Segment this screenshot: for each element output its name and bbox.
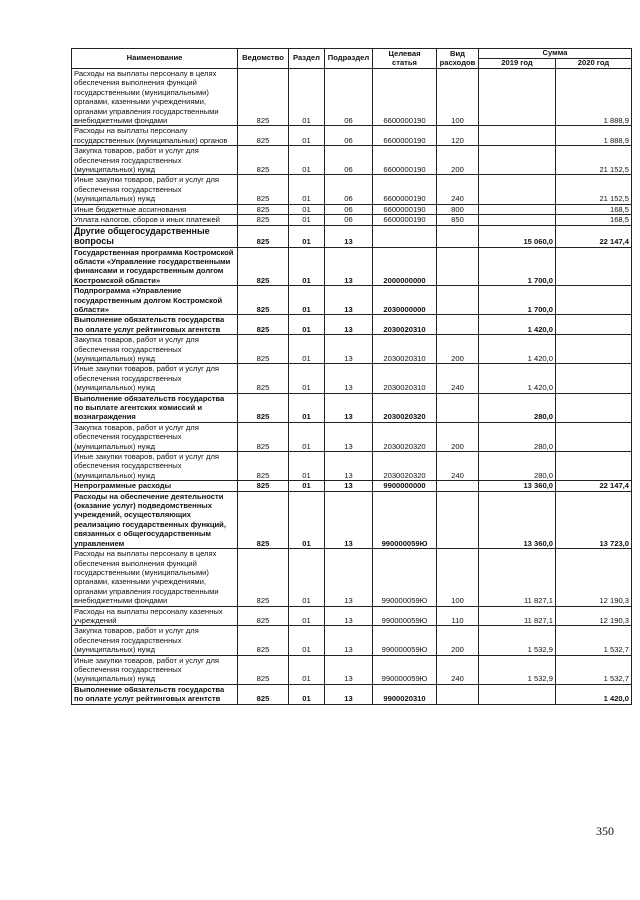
cell-amount-2020: [556, 315, 632, 335]
table-row: [72, 606, 632, 626]
cell-section: 01: [289, 126, 325, 146]
cell-name: Другие общегосударственные вопросы: [72, 225, 238, 247]
cell-subsection: 06: [325, 146, 373, 175]
cell-subsection: 13: [325, 225, 373, 247]
cell-name: Выполнение обязательств государства по оплате услуг рейтинговых агентств: [72, 684, 238, 704]
cell-section: 01: [289, 335, 325, 364]
cell-amount-2019: 1 700,0: [479, 247, 556, 286]
cell-amount-2020: 21 152,5: [556, 146, 632, 175]
cell-amount-2019: 1 420,0: [479, 315, 556, 335]
cell-name: Подпрограмма «Управление государственным долгом Костромской области»: [72, 286, 238, 315]
cell-amount-2019: 1 420,0: [479, 364, 556, 393]
table-row: [72, 146, 632, 175]
cell-amount-2020: 1 888,9: [556, 126, 632, 146]
table-row: [72, 684, 632, 704]
cell-name: Непрограммные расходы: [72, 481, 238, 491]
cell-section: 01: [289, 491, 325, 548]
table-row: [72, 655, 632, 684]
table-row: [72, 69, 632, 126]
cell-name: Расходы на выплаты персоналу казенных учреждений: [72, 606, 238, 626]
table-row: [72, 247, 632, 286]
cell-target-article: 990000059Ю: [373, 626, 437, 655]
cell-subsection: 13: [325, 549, 373, 606]
cell-section: 01: [289, 364, 325, 393]
cell-ministry: 825: [238, 175, 289, 204]
cell-target-article: 2030020310: [373, 315, 437, 335]
cell-amount-2020: [556, 393, 632, 422]
header-target-article: Целевая статья: [373, 49, 437, 69]
cell-name: Расходы на выплаты персоналу в целях обеспечения выполнения функций государственными (муниципальными) органами, казенными учреждениями, органами управления государственными внебюджетными фондами: [72, 549, 238, 606]
cell-ministry: 825: [238, 204, 289, 214]
cell-ministry: 825: [238, 126, 289, 146]
cell-name: Иные бюджетные ассигнования: [72, 204, 238, 214]
table-row: [72, 286, 632, 315]
cell-subsection: 13: [325, 481, 373, 491]
table-row: [72, 491, 632, 548]
cell-amount-2020: [556, 247, 632, 286]
cell-target-article: 2030020310: [373, 335, 437, 364]
cell-expense-type: [437, 481, 479, 491]
cell-section: 01: [289, 175, 325, 204]
cell-ministry: 825: [238, 422, 289, 451]
cell-target-article: 990000059Ю: [373, 606, 437, 626]
header-ministry: Ведомство: [238, 49, 289, 69]
cell-expense-type: [437, 247, 479, 286]
table-row: [72, 204, 632, 214]
cell-expense-type: [437, 315, 479, 335]
cell-ministry: 825: [238, 549, 289, 606]
cell-target-article: 2030000000: [373, 286, 437, 315]
cell-target-article: [373, 225, 437, 247]
cell-subsection: 13: [325, 247, 373, 286]
cell-expense-type: 240: [437, 655, 479, 684]
cell-ministry: 825: [238, 364, 289, 393]
cell-name: Закупка товаров, работ и услуг для обеспечения государственных (муниципальных) нужд: [72, 335, 238, 364]
cell-name: Государственная программа Костромской области «Управление государственными финансами и государственным долгом Костромской области»: [72, 247, 238, 286]
cell-section: 01: [289, 247, 325, 286]
cell-expense-type: [437, 286, 479, 315]
cell-subsection: 13: [325, 452, 373, 481]
header-year-2019: 2019 год: [479, 59, 556, 69]
cell-section: 01: [289, 69, 325, 126]
table-header: [72, 49, 632, 69]
cell-expense-type: 200: [437, 335, 479, 364]
cell-target-article: 990000059Ю: [373, 549, 437, 606]
cell-expense-type: [437, 225, 479, 247]
cell-amount-2019: [479, 684, 556, 704]
cell-ministry: 825: [238, 225, 289, 247]
cell-subsection: 13: [325, 315, 373, 335]
cell-subsection: 13: [325, 626, 373, 655]
cell-target-article: 2030020320: [373, 393, 437, 422]
cell-subsection: 13: [325, 335, 373, 364]
cell-expense-type: 100: [437, 549, 479, 606]
cell-section: 01: [289, 452, 325, 481]
cell-amount-2019: 13 360,0: [479, 491, 556, 548]
table-row: [72, 481, 632, 491]
cell-target-article: 2030020320: [373, 452, 437, 481]
cell-name: Закупка товаров, работ и услуг для обеспечения государственных (муниципальных) нужд: [72, 422, 238, 451]
cell-expense-type: [437, 491, 479, 548]
table-row: [72, 225, 632, 247]
cell-section: 01: [289, 655, 325, 684]
cell-amount-2019: [479, 126, 556, 146]
cell-amount-2019: 1 532,9: [479, 655, 556, 684]
cell-section: 01: [289, 606, 325, 626]
cell-amount-2020: 1 888,9: [556, 69, 632, 126]
cell-target-article: 6600000190: [373, 204, 437, 214]
cell-section: 01: [289, 204, 325, 214]
cell-name: Иные закупки товаров, работ и услуг для обеспечения государственных (муниципальных) нужд: [72, 364, 238, 393]
cell-ministry: 825: [238, 315, 289, 335]
cell-target-article: 9900000000: [373, 481, 437, 491]
cell-amount-2020: [556, 452, 632, 481]
cell-name: Закупка товаров, работ и услуг для обеспечения государственных (муниципальных) нужд: [72, 146, 238, 175]
cell-section: 01: [289, 549, 325, 606]
cell-subsection: 13: [325, 364, 373, 393]
cell-target-article: 6600000190: [373, 146, 437, 175]
cell-subsection: 13: [325, 606, 373, 626]
cell-ministry: 825: [238, 655, 289, 684]
table-row: [72, 549, 632, 606]
header-expense-type: Вид расходов: [437, 49, 479, 69]
cell-name: Иные закупки товаров, работ и услуг для обеспечения государственных (муниципальных) нужд: [72, 175, 238, 204]
header-section: Раздел: [289, 49, 325, 69]
cell-amount-2020: 1 532,7: [556, 655, 632, 684]
cell-name: Расходы на выплаты персоналу государственных (муниципальных) органов: [72, 126, 238, 146]
cell-amount-2020: 12 190,3: [556, 549, 632, 606]
cell-target-article: 6600000190: [373, 126, 437, 146]
cell-target-article: 2000000000: [373, 247, 437, 286]
cell-amount-2020: [556, 335, 632, 364]
cell-section: 01: [289, 422, 325, 451]
table-body: [72, 69, 632, 705]
header-subsection: Подраздел: [325, 49, 373, 69]
cell-subsection: 13: [325, 684, 373, 704]
cell-amount-2020: 1 532,7: [556, 626, 632, 655]
cell-amount-2020: 21 152,5: [556, 175, 632, 204]
cell-subsection: 06: [325, 69, 373, 126]
cell-subsection: 13: [325, 422, 373, 451]
cell-amount-2019: 1 700,0: [479, 286, 556, 315]
budget-table: [71, 48, 632, 705]
cell-ministry: 825: [238, 481, 289, 491]
header-year-2020: 2020 год: [556, 59, 632, 69]
cell-ministry: 825: [238, 247, 289, 286]
cell-amount-2019: [479, 175, 556, 204]
cell-ministry: 825: [238, 335, 289, 364]
cell-subsection: 13: [325, 655, 373, 684]
page-number: 350: [596, 824, 614, 838]
cell-section: 01: [289, 146, 325, 175]
table-row: [72, 335, 632, 364]
cell-target-article: 6600000190: [373, 69, 437, 126]
cell-ministry: 825: [238, 393, 289, 422]
cell-amount-2020: [556, 364, 632, 393]
cell-ministry: 825: [238, 215, 289, 225]
cell-amount-2019: 1 420,0: [479, 335, 556, 364]
cell-amount-2019: 13 360,0: [479, 481, 556, 491]
cell-expense-type: 240: [437, 452, 479, 481]
cell-expense-type: 200: [437, 422, 479, 451]
cell-expense-type: 800: [437, 204, 479, 214]
cell-amount-2020: 168,5: [556, 204, 632, 214]
cell-ministry: 825: [238, 626, 289, 655]
table-row: [72, 393, 632, 422]
table-row: [72, 175, 632, 204]
cell-amount-2020: [556, 286, 632, 315]
cell-amount-2019: [479, 204, 556, 214]
cell-amount-2019: [479, 146, 556, 175]
cell-name: Уплата налогов, сборов и иных платежей: [72, 215, 238, 225]
cell-ministry: 825: [238, 146, 289, 175]
cell-section: 01: [289, 393, 325, 422]
cell-section: 01: [289, 626, 325, 655]
cell-section: 01: [289, 684, 325, 704]
header-amount: Сумма: [479, 49, 632, 59]
cell-name: Закупка товаров, работ и услуг для обеспечения государственных (муниципальных) нужд: [72, 626, 238, 655]
cell-subsection: 06: [325, 175, 373, 204]
cell-subsection: 13: [325, 393, 373, 422]
cell-ministry: 825: [238, 69, 289, 126]
cell-amount-2020: [556, 422, 632, 451]
cell-name: Расходы на выплаты персоналу в целях обеспечения выполнения функций государственными (муниципальными) органами, казенными учреждениями, органами управления государственными внебюджетными фондами: [72, 69, 238, 126]
cell-subsection: 13: [325, 286, 373, 315]
cell-subsection: 06: [325, 204, 373, 214]
cell-amount-2020: 22 147,4: [556, 481, 632, 491]
cell-amount-2019: [479, 215, 556, 225]
cell-ministry: 825: [238, 452, 289, 481]
cell-target-article: 6600000190: [373, 175, 437, 204]
cell-expense-type: 240: [437, 175, 479, 204]
cell-target-article: 990000059Ю: [373, 491, 437, 548]
cell-expense-type: 240: [437, 364, 479, 393]
cell-ministry: 825: [238, 606, 289, 626]
cell-expense-type: 120: [437, 126, 479, 146]
cell-section: 01: [289, 215, 325, 225]
table-row: [72, 126, 632, 146]
cell-name: Иные закупки товаров, работ и услуг для обеспечения государственных (муниципальных) нужд: [72, 655, 238, 684]
cell-target-article: 990000059Ю: [373, 655, 437, 684]
cell-ministry: 825: [238, 491, 289, 548]
cell-ministry: 825: [238, 286, 289, 315]
cell-expense-type: 200: [437, 626, 479, 655]
cell-subsection: 06: [325, 126, 373, 146]
cell-name: Расходы на обеспечение деятельности (оказание услуг) подведомственных учреждений, осуществляющих реализацию государственных функций, связанных с общегосударственным управлением: [72, 491, 238, 548]
table-row: [72, 364, 632, 393]
cell-section: 01: [289, 225, 325, 247]
cell-amount-2020: 22 147,4: [556, 225, 632, 247]
cell-expense-type: [437, 393, 479, 422]
cell-expense-type: 850: [437, 215, 479, 225]
table-row: [72, 626, 632, 655]
cell-amount-2019: 1 532,9: [479, 626, 556, 655]
cell-subsection: 06: [325, 215, 373, 225]
cell-expense-type: 110: [437, 606, 479, 626]
cell-amount-2020: 12 190,3: [556, 606, 632, 626]
cell-amount-2019: 280,0: [479, 393, 556, 422]
table-row: [72, 315, 632, 335]
cell-amount-2019: 11 827,1: [479, 549, 556, 606]
cell-target-article: 6600000190: [373, 215, 437, 225]
cell-subsection: 13: [325, 491, 373, 548]
cell-amount-2019: 15 060,0: [479, 225, 556, 247]
cell-ministry: 825: [238, 684, 289, 704]
cell-target-article: 2030020310: [373, 364, 437, 393]
cell-section: 01: [289, 315, 325, 335]
cell-expense-type: 200: [437, 146, 479, 175]
table-row: [72, 452, 632, 481]
cell-name: Выполнение обязательств государства по оплате услуг рейтинговых агентств: [72, 315, 238, 335]
cell-name: Выполнение обязательств государства по выплате агентских комиссий и вознаграждения: [72, 393, 238, 422]
cell-target-article: 9900020310: [373, 684, 437, 704]
table-row: [72, 422, 632, 451]
cell-amount-2019: 11 827,1: [479, 606, 556, 626]
cell-amount-2020: 1 420,0: [556, 684, 632, 704]
cell-expense-type: [437, 684, 479, 704]
cell-expense-type: 100: [437, 69, 479, 126]
table-row: [72, 215, 632, 225]
cell-name: Иные закупки товаров, работ и услуг для обеспечения государственных (муниципальных) нужд: [72, 452, 238, 481]
cell-amount-2020: 13 723,0: [556, 491, 632, 548]
cell-amount-2019: 280,0: [479, 452, 556, 481]
cell-amount-2020: 168,5: [556, 215, 632, 225]
header-name: Наименование: [72, 49, 238, 69]
cell-target-article: 2030020320: [373, 422, 437, 451]
cell-section: 01: [289, 481, 325, 491]
cell-amount-2019: [479, 69, 556, 126]
cell-amount-2019: 280,0: [479, 422, 556, 451]
cell-section: 01: [289, 286, 325, 315]
